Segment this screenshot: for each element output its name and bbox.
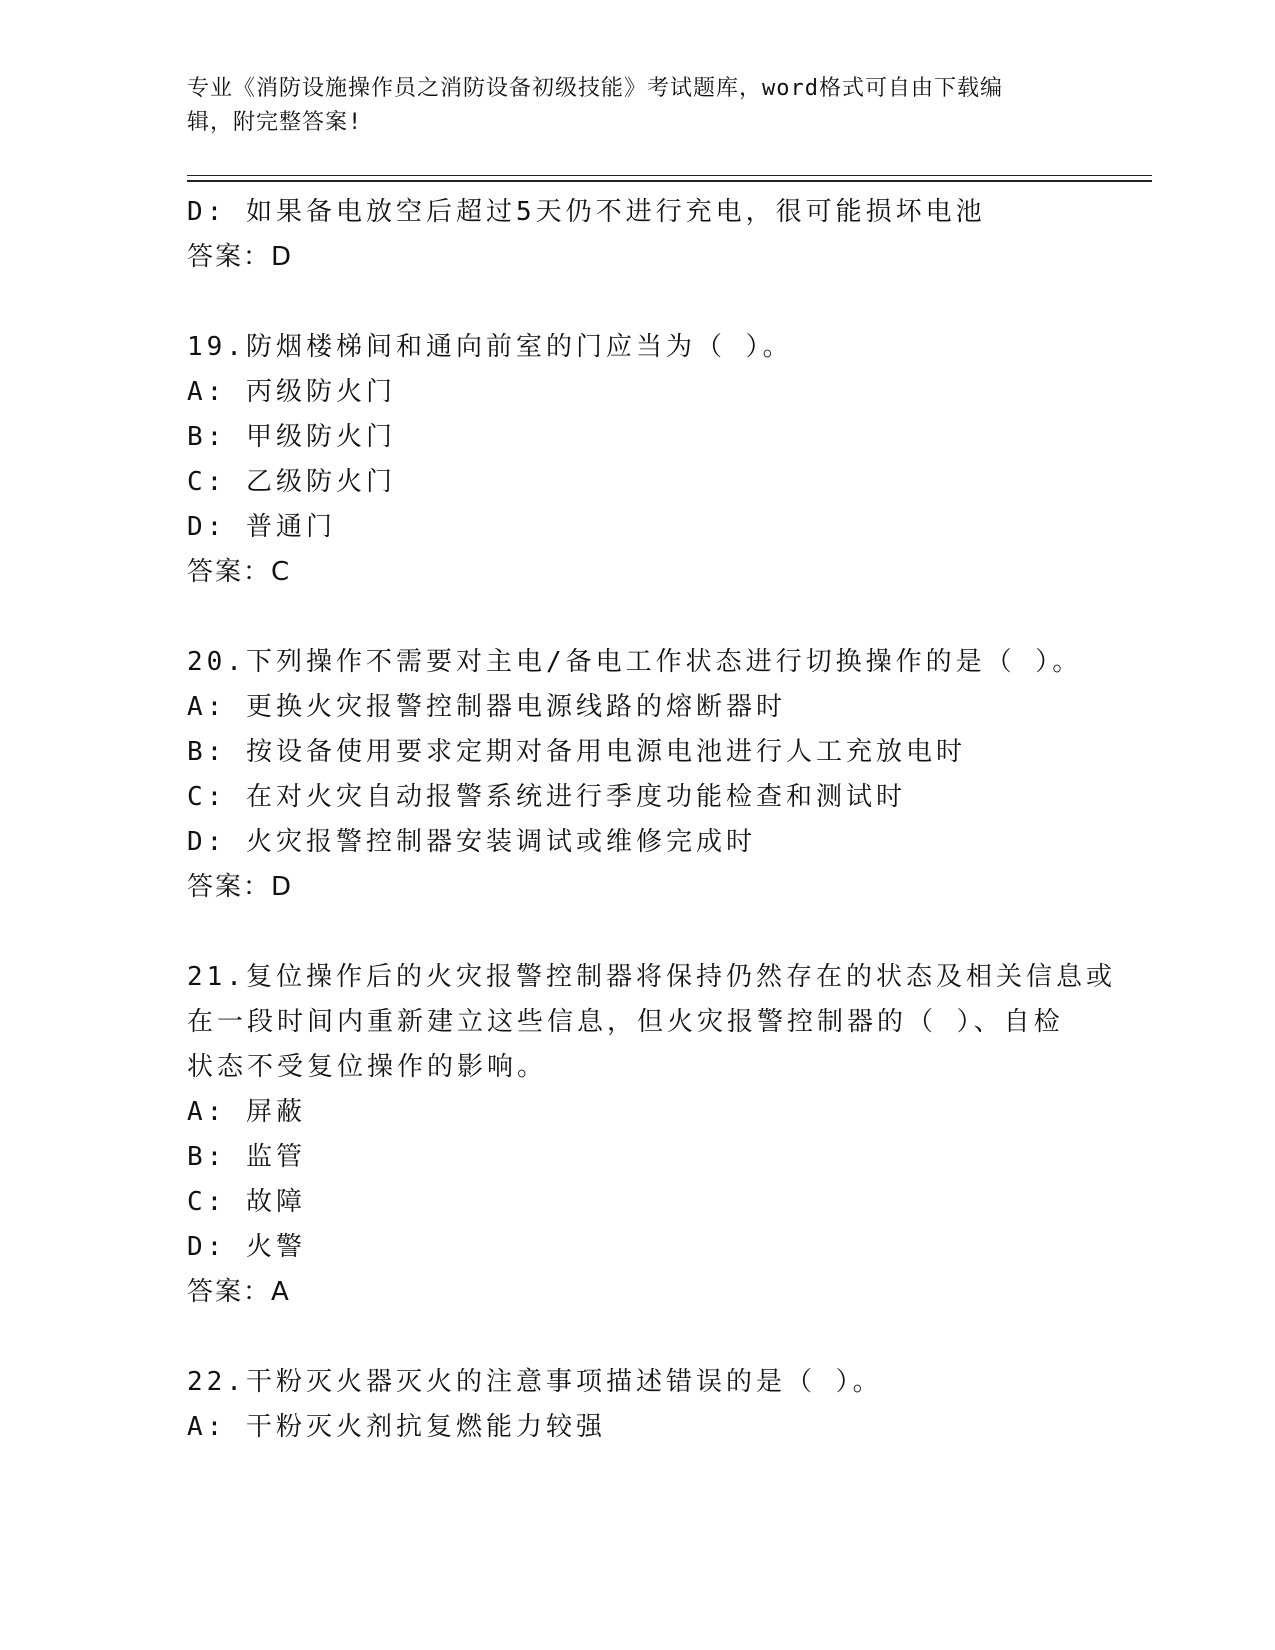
document-header bbox=[187, 72, 1077, 140]
question-list bbox=[187, 190, 1116, 1450]
option-d: D: 火警 bbox=[187, 1232, 306, 1262]
question-stem-line-1: 21.复位操作后的火灾报警控制器将保持仍然存在的状态及相关信息或 bbox=[187, 962, 1116, 992]
option-c: C: 故障 bbox=[187, 1187, 306, 1217]
option-c: C: 乙级防火门 bbox=[187, 467, 396, 497]
option-b: B: 监管 bbox=[187, 1142, 306, 1172]
question-stem-line-3: 状态不受复位操作的影响。 bbox=[187, 1052, 548, 1082]
spacer bbox=[187, 1315, 1087, 1360]
question-stem: 22.干粉灭火器灭火的注意事项描述错误的是（ ）。 bbox=[187, 1367, 883, 1397]
spacer bbox=[187, 280, 1087, 325]
option-d: D: 火灾报警控制器安装调试或维修完成时 bbox=[187, 827, 756, 857]
option-d: D: 普通门 bbox=[187, 512, 336, 542]
answer-line: 答案：D bbox=[187, 872, 294, 902]
option-d: D: 如果备电放空后超过5天仍不进行充电，很可能损坏电池 bbox=[187, 197, 986, 227]
question-stem: 19.防烟楼梯间和通向前室的门应当为（ ）。 bbox=[187, 332, 793, 362]
option-a: A: 更换火灾报警控制器电源线路的熔断器时 bbox=[187, 692, 786, 722]
option-a: A: 干粉灭火剂抗复燃能力较强 bbox=[187, 1412, 606, 1442]
option-b: B: 按设备使用要求定期对备用电源电池进行人工充放电时 bbox=[187, 737, 966, 767]
header-divider-thin bbox=[187, 175, 1152, 176]
question-stem-line-2: 在一段时间内重新建立这些信息，但火灾报警控制器的（ ）、自检 bbox=[187, 1007, 1064, 1037]
header-line-2: 辑，附完整答案! bbox=[187, 110, 363, 135]
header-divider-thick bbox=[187, 180, 1152, 182]
question-stem: 20.下列操作不需要对主电/备电工作状态进行切换操作的是（ ）。 bbox=[187, 647, 1083, 677]
spacer bbox=[187, 595, 1087, 640]
answer-line: 答案：A bbox=[187, 1277, 291, 1307]
header-line-1: 专业《消防设施操作员之消防设备初级技能》考试题库，word格式可自由下载编 bbox=[187, 76, 1003, 101]
answer-line: 答案：D bbox=[187, 242, 294, 272]
option-b: B: 甲级防火门 bbox=[187, 422, 396, 452]
spacer bbox=[187, 910, 1087, 955]
option-a: A: 屏蔽 bbox=[187, 1097, 306, 1127]
option-c: C: 在对火灾自动报警系统进行季度功能检查和测试时 bbox=[187, 782, 906, 812]
option-a: A: 丙级防火门 bbox=[187, 377, 396, 407]
answer-line: 答案：C bbox=[187, 557, 292, 587]
